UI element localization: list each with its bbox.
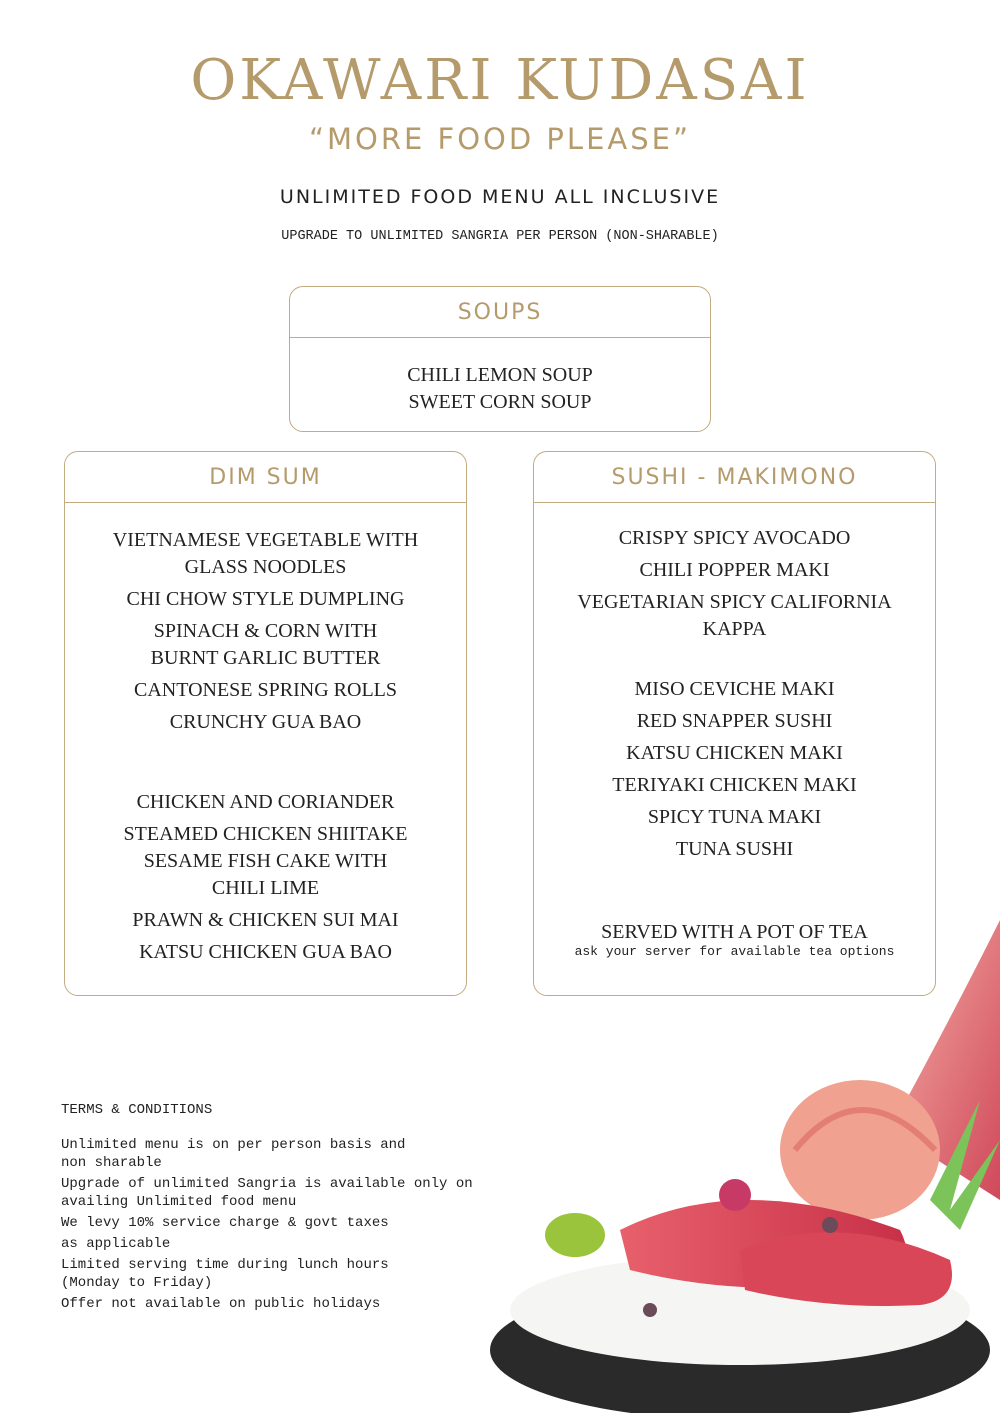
menu-item: CANTONESE SPRING ROLLS [134, 679, 397, 701]
restaurant-tagline: “MORE FOOD PLEASE” [308, 122, 691, 156]
menu-item: RED SNAPPER SUSHI [636, 710, 833, 732]
menu-item: CRISPY SPICY AVOCADO [618, 527, 851, 549]
menu-item: CRUNCHY GUA BAO [169, 711, 362, 733]
terms-and-conditions [61, 1101, 531, 1316]
menu-item: KATSU CHICKEN MAKI [626, 742, 843, 764]
terms-line: Offer not available on public holidays [61, 1296, 381, 1312]
menu-item: VIETNAMESE VEGETABLE WITH GLASS NOODLES [112, 529, 419, 578]
tea-note-subtitle: ask your server for available tea options [574, 944, 895, 959]
menu-item: CHILI LEMON SOUP [407, 364, 593, 386]
menu-item: SPINACH & CORN WITH BURNT GARLIC BUTTER [150, 620, 381, 669]
dim-sum-section [64, 451, 467, 996]
menu-item: SWEET CORN SOUP [408, 391, 592, 413]
terms-line: Unlimited menu is on per person basis and non sharable [61, 1137, 406, 1171]
sushi-section [533, 451, 936, 996]
sangria-upgrade-note: UPGRADE TO UNLIMITED SANGRIA PER PERSON (NON-SHARABLE) [281, 229, 719, 244]
menu-item: CHICKEN AND CORIANDER [136, 791, 395, 813]
sushi-list [534, 503, 935, 863]
menu-heading: UNLIMITED FOOD MENU ALL INCLUSIVE [279, 186, 721, 208]
menu-item: CHILI POPPER MAKI [639, 559, 830, 581]
soups-section [289, 286, 711, 432]
terms-line: We levy 10% service charge & govt taxes [61, 1215, 389, 1231]
menu-item: STEAMED CHICKEN SHIITAKE [123, 823, 408, 845]
menu-item: CHI CHOW STYLE DUMPLING [126, 588, 405, 610]
menu-item: TERIYAKI CHICKEN MAKI [612, 774, 857, 796]
terms-line: as applicable [61, 1236, 171, 1252]
restaurant-name: OKAWARI KUDASAI [190, 48, 810, 113]
menu-item: MISO CEVICHE MAKI [634, 678, 835, 700]
sushi-title: SUSHI - MAKIMONO [534, 452, 935, 503]
menu-item: TUNA SUSHI [675, 838, 794, 860]
terms-line: Limited serving time during lunch hours (Monday to Friday) [61, 1257, 389, 1291]
menu-item: SPICY TUNA MAKI [647, 806, 822, 828]
dim-sum-list [65, 503, 466, 966]
menu-item: SESAME FISH CAKE WITH CHILI LIME [143, 850, 388, 899]
menu-item: VEGETARIAN SPICY CALIFORNIA KAPPA [577, 591, 892, 640]
soups-list [290, 338, 710, 416]
soups-title: SOUPS [290, 287, 710, 338]
tea-note-title: SERVED WITH A POT OF TEA [601, 921, 868, 943]
dim-sum-title: DIM SUM [65, 452, 466, 503]
terms-line: Upgrade of unlimited Sangria is available only on availing Unlimited food menu [61, 1176, 473, 1210]
menu-item: PRAWN & CHICKEN SUI MAI [132, 909, 399, 931]
menu-item: KATSU CHICKEN GUA BAO [139, 941, 392, 963]
terms-title: TERMS & CONDITIONS [61, 1102, 213, 1118]
